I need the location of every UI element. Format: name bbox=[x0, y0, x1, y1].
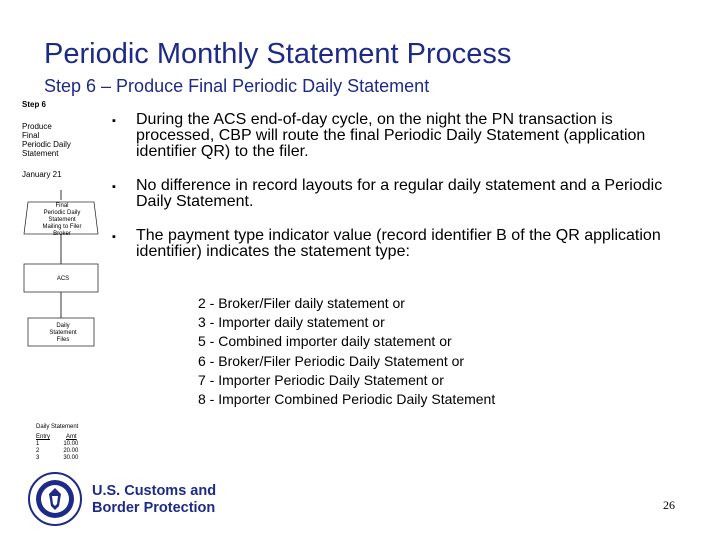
statement-type-item: 3 - Importer daily statement or bbox=[198, 314, 385, 331]
bullet-mark: ▪ bbox=[112, 231, 116, 243]
bullet-mark: ▪ bbox=[112, 181, 116, 193]
cbp-logo-text: U.S. Customs and Border Protection bbox=[92, 483, 217, 516]
mini-table: Entry Amt 1 10.00 2 20.00 3 30.00 bbox=[36, 434, 79, 461]
flow-box2-text: ACS bbox=[56, 276, 70, 282]
page-number: 26 bbox=[663, 498, 675, 512]
bullet-text: No difference in record layouts for a regular daily statement and a Periodic Daily Statement. bbox=[136, 177, 663, 210]
statement-type-list bbox=[198, 294, 495, 409]
bullet-text: The payment type indicator value (record identifier B of the QR application identifier) indicates the statement type: bbox=[136, 227, 661, 260]
sidebar-step-title: Produce Final Periodic Daily Statement bbox=[22, 122, 71, 158]
statement-type-item: 7 - Importer Periodic Daily Statement or bbox=[198, 371, 444, 388]
sidebar-date: January 21 bbox=[22, 170, 62, 179]
mini-table-title: Daily Statement bbox=[36, 424, 79, 430]
statement-type-item: 6 - Broker/Filer Periodic Daily Statement or bbox=[198, 352, 465, 369]
bullet-mark: ▪ bbox=[112, 115, 116, 127]
statement-type-item: 8 - Importer Combined Periodic Daily Statement bbox=[198, 391, 496, 408]
bullet-item bbox=[112, 112, 682, 160]
statement-type-item: 5 - Combined importer daily statement or bbox=[198, 333, 452, 350]
bullet-list bbox=[112, 112, 682, 278]
sidebar-step-label: Step 6 bbox=[22, 100, 47, 109]
statement-type-item: 2 - Broker/Filer daily statement or bbox=[198, 295, 405, 311]
bullet-item bbox=[112, 228, 682, 260]
slide-subtitle: Step 6 – Produce Final Periodic Daily Statement bbox=[44, 76, 430, 96]
dhs-seal-icon bbox=[28, 472, 82, 526]
bullet-item bbox=[112, 178, 682, 210]
slide-title: Periodic Monthly Statement Process bbox=[44, 38, 512, 70]
flow-box3-text: Daily Statement Files bbox=[49, 323, 77, 343]
bullet-text: During the ACS end-of-day cycle, on the night the PN transaction is processed, CBP will route the final Periodic Daily Statement (application identifier QR) to the filer. bbox=[136, 111, 646, 160]
flow-box1-text: Final Periodic Daily Statement Mailing to Filer Broker bbox=[42, 203, 82, 237]
